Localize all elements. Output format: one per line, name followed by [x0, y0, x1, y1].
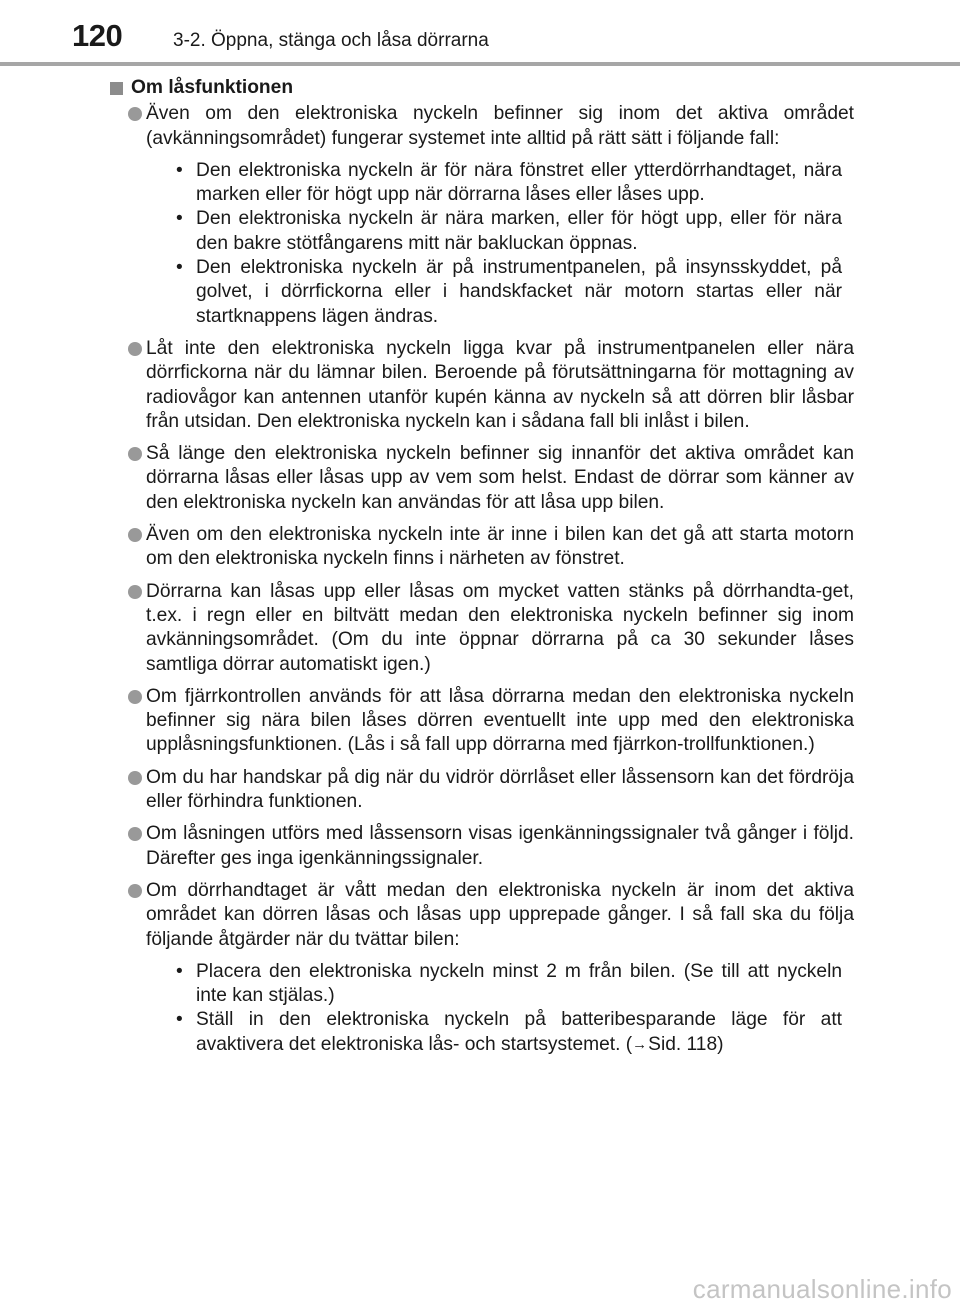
- sub-list-item: [176, 159, 842, 208]
- sub-list-item: [176, 256, 842, 329]
- sub-item-text: Ställ in den elektroniska nyckeln på batteribesparande läge för att avaktivera det elektroniska lås- och startsystemet. (: [196, 1009, 842, 1055]
- arrow-right-icon: →: [632, 1035, 648, 1053]
- bullet-text: Om fjärrkontrollen används för att låsa dörrarna medan den elektroniska nyckeln befinner sig nära bilen låses dörren eventuellt inte upp med den elektroniska upplåsningsfunktionen. (Lås i så fall upp dörrarna med fjärrkon-trollfunktionen.): [146, 685, 854, 756]
- bullet-item: [108, 523, 854, 572]
- page-header: [0, 0, 960, 66]
- chapter-title: 3-2. Öppna, stänga och låsa dörrarna: [173, 30, 489, 51]
- circle-bullet-icon: [128, 771, 142, 785]
- dot-icon: •: [176, 960, 183, 982]
- dot-icon: •: [176, 208, 183, 230]
- dot-icon: •: [176, 159, 183, 181]
- bullet-text: Låt inte den elektroniska nyckeln ligga kvar på instrumentpanelen eller nära dörrfickorna när du lämnar bilen. Beroende på förutsättningarna för mottagning av radiovågor kan antennen utanför kupén känna av nyckeln så att dörren blir låsbar från utsidan. Den elektroniska nyckeln kan i sådana fall bli inlåst i bilen.: [146, 337, 854, 432]
- bullet-item: [108, 822, 854, 871]
- circle-bullet-icon: [128, 107, 142, 121]
- bullet-text: Om låsningen utförs med låssensorn visas igenkänningssignaler två gånger i följd. Därefter ges inga igenkänningssignaler.: [146, 823, 854, 869]
- dot-icon: •: [176, 1009, 183, 1031]
- square-bullet-icon: [110, 82, 123, 95]
- circle-bullet-icon: [128, 528, 142, 542]
- section-heading: [108, 76, 854, 100]
- bullet-item: [108, 766, 854, 815]
- circle-bullet-icon: [128, 447, 142, 461]
- page-number: 120: [72, 18, 123, 53]
- sub-list: [138, 960, 854, 1057]
- watermark: carmanualsonline.info: [692, 1274, 952, 1304]
- header-rule: [0, 62, 960, 66]
- bullet-item: [108, 879, 854, 1057]
- page-reference-link[interactable]: Sid. 118): [648, 1033, 724, 1055]
- bullet-text: Om du har handskar på dig när du vidrör dörrlåset eller låssensorn kan det fördröja eller förhindra funktionen.: [146, 766, 854, 813]
- bullet-item: [108, 337, 854, 434]
- bullet-text: Även om den elektroniska nyckeln inte är inne i bilen kan det gå att starta motorn om den elektroniska nyckeln finns i närheten av fönstret.: [146, 524, 854, 570]
- dot-icon: •: [176, 257, 183, 279]
- circle-bullet-icon: [128, 342, 142, 356]
- bullet-text: Dörrarna kan låsas upp eller låsas om mycket vatten stänks på dörrhandta-get, t.ex. i regn eller en biltvätt medan den elektroniska nyckeln befinner sig inom avkänningsområdet. (Om du inte öppnar dörrarna på ca 30 sekunder låses samtliga dörrar automatiskt igen.): [146, 580, 854, 675]
- bullet-item: [108, 442, 854, 515]
- bullet-text: Även om den elektroniska nyckeln befinner sig inom det aktiva området (avkänningsområdet) fungerar systemet inte alltid på rätt sätt i följande fall:: [146, 103, 854, 149]
- section-title: Om låsfunktionen: [131, 77, 294, 98]
- bullet-item: [108, 580, 854, 677]
- circle-bullet-icon: [128, 690, 142, 704]
- bullet-text: Om dörrhandtaget är vått medan den elektroniska nyckeln är inom det aktiva området kan dörren låsas och låsas upp upprepade gånger. I så fall ska du följa följande åtgärder när du tvättar bilen:: [146, 879, 854, 950]
- sub-item-text: Den elektroniska nyckeln är nära marken, eller för högt upp, eller för nära den bakre stötfångarens mitt när bakluckan öppnas.: [196, 208, 842, 254]
- sub-list-item: [176, 207, 842, 256]
- circle-bullet-icon: [128, 827, 142, 841]
- sub-list: [138, 159, 854, 329]
- sub-item-text: Placera den elektroniska nyckeln minst 2 m från bilen. (Se till att nyckeln inte kan stjälas.): [196, 960, 842, 1007]
- page-content: [108, 76, 854, 1065]
- sub-item-text: Den elektroniska nyckeln är för nära fönstret eller ytterdörrhandtaget, nära marken eller för högt upp när dörrarna låses eller låses upp.: [196, 159, 842, 206]
- circle-bullet-icon: [128, 884, 142, 898]
- bullet-text: Så länge den elektroniska nyckeln befinner sig innanför det aktiva området kan dörrarna låsas eller låsas upp av vem som helst. Endast de dörrar som känner av den elektroniska nyckeln kan användas för att låsa upp bilen.: [146, 443, 854, 513]
- bullet-item: [108, 102, 854, 329]
- sub-list-item: [176, 960, 842, 1009]
- bullet-item: [108, 685, 854, 758]
- sub-item-text: Den elektroniska nyckeln är på instrumentpanelen, på insynsskyddet, på golvet, i dörrfickorna eller i handskfacket när motorn startas eller när startknappens lägen ändras.: [196, 257, 842, 327]
- circle-bullet-icon: [128, 585, 142, 599]
- sub-list-item: [176, 1008, 842, 1057]
